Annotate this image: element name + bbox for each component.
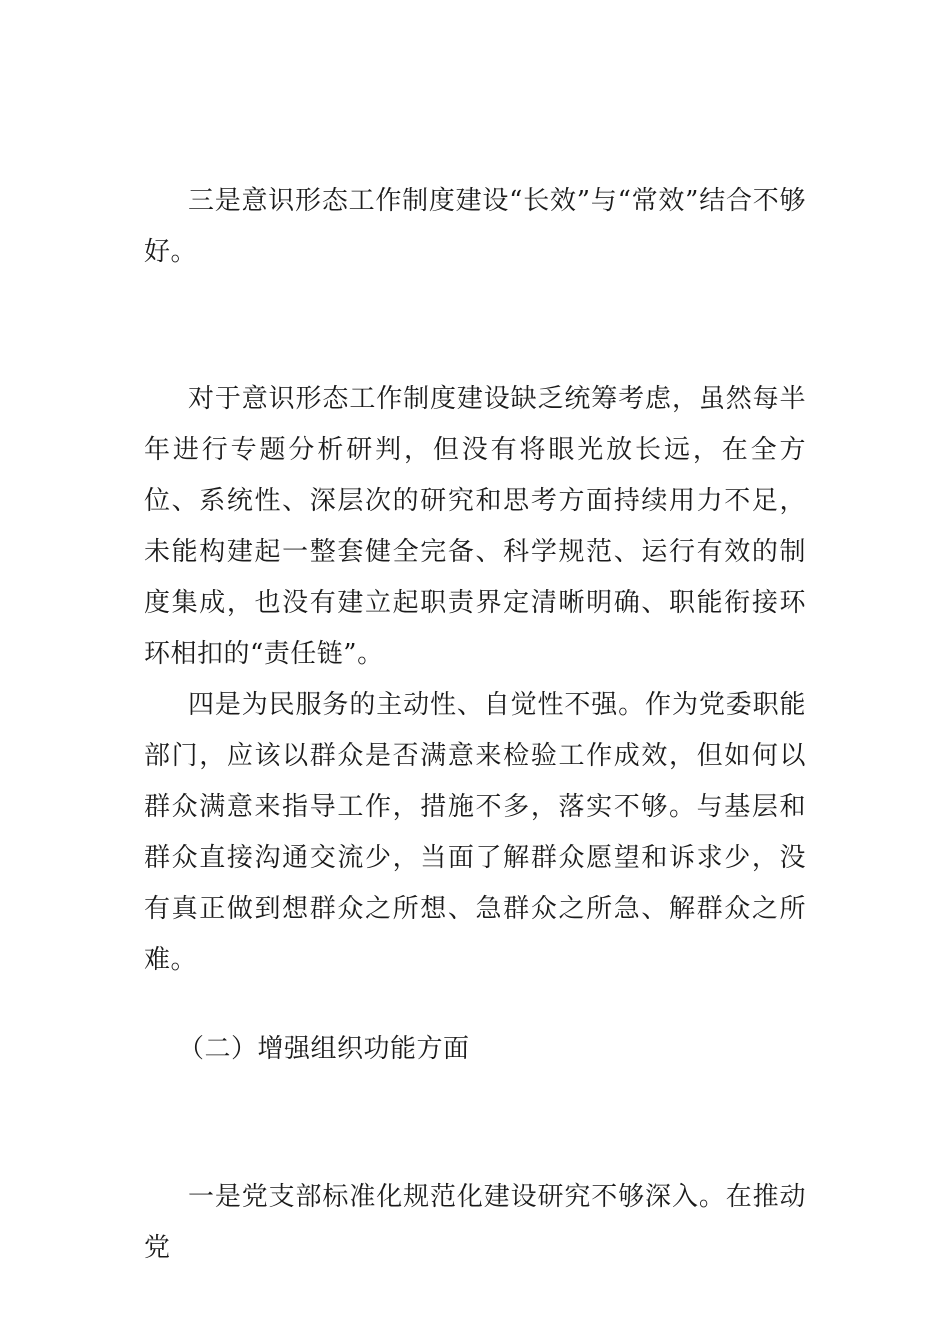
paragraph-point-four: 四是为民服务的主动性、自觉性不强。作为党委职能部门，应该以群众是否满意来检验工作成效，但如何以群众满意来指导工作，措施不多，落实不够。与基层和群众直接沟通交流少，当面了解群众愿望和诉求少，没有真正做到想群众之所想、急群众之所急、解群众之所难。 [144, 690, 806, 975]
paragraph-point-three: 三是意识形态工作制度建设“长效”与“常效”结合不够好。 [144, 186, 806, 267]
section-heading-organization: （二）增强组织功能方面 [178, 1034, 470, 1064]
paragraph-point-three-detail: 对于意识形态工作制度建设缺乏统筹考虑，虽然每半年进行专题分析研判，但没有将眼光放长远，在全方位、系统性、深层次的研究和思考方面持续用力不足，未能构建起一整套健全完备、科学规范、运行有效的制度集成，也没有建立起职责界定清晰明确、职能衔接环环相扣的“责任链”。 [144, 384, 806, 669]
paragraph-point-one: 一是党支部标准化规范化建设研究不够深入。在推动党 [144, 1182, 806, 1263]
